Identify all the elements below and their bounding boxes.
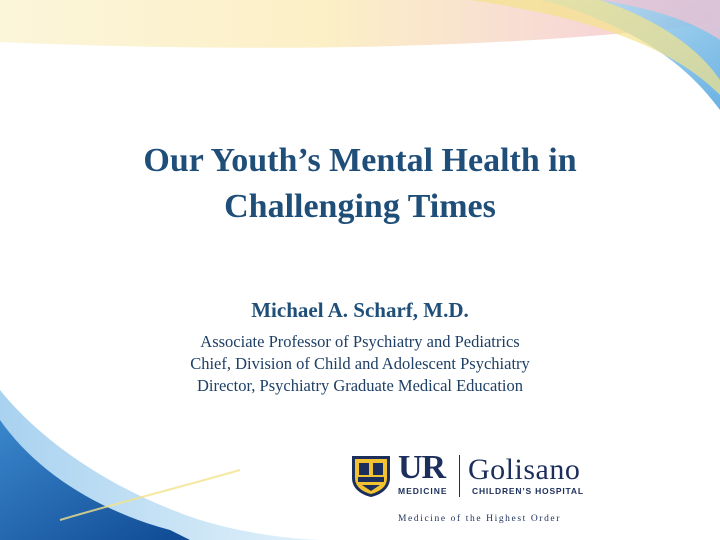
role-2: Chief, Division of Child and Adolescent Psychiatry — [190, 354, 530, 373]
medicine-wordmark: MEDICINE — [398, 486, 448, 496]
role-1: Associate Professor of Psychiatry and Pediatrics — [200, 332, 520, 351]
presenter-roles — [100, 331, 620, 397]
childrens-hospital-wordmark: CHILDREN’S HOSPITAL — [472, 486, 584, 496]
ur-golisano-logo — [350, 449, 640, 527]
ur-wordmark: UR — [398, 449, 446, 486]
slide-title — [60, 138, 660, 230]
tagline: Medicine of the Highest Order — [398, 514, 562, 524]
golisano-wordmark: Golisano — [468, 453, 581, 486]
title-line-1: Our Youth’s Mental Health in — [143, 142, 577, 179]
presenter-name: Michael A. Scharf, M.D. — [251, 298, 469, 322]
university-shield-icon — [350, 454, 392, 498]
title-line-2: Challenging Times — [224, 188, 496, 225]
role-3: Director, Psychiatry Graduate Medical Education — [196, 376, 523, 395]
logo-divider — [459, 455, 460, 497]
